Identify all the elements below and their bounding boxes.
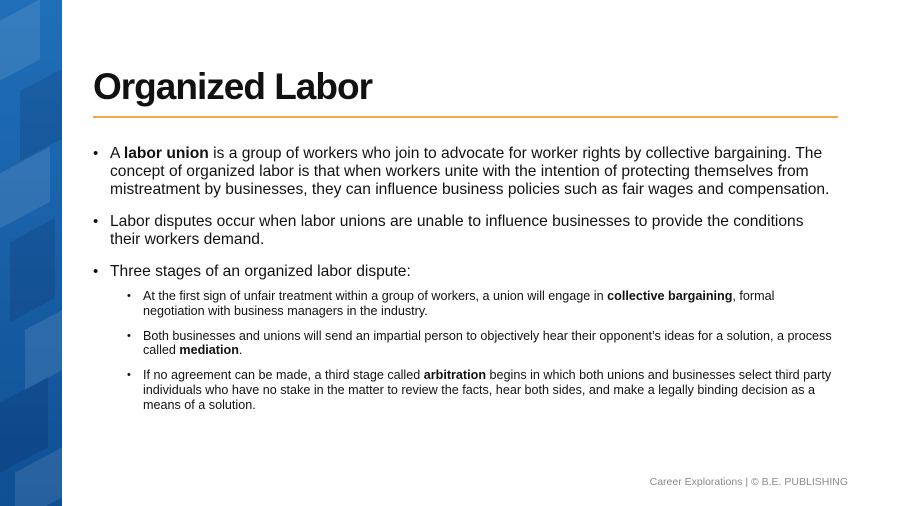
decorative-sidebar <box>0 0 62 506</box>
sidebar-tile <box>25 310 62 390</box>
sub-bullet-text-pre: If no agreement can be made, a third stage called <box>143 368 424 383</box>
bullet-dot: • <box>93 213 99 230</box>
bullet-term: labor union <box>123 145 209 162</box>
slide-content <box>93 145 833 423</box>
sub-bullet-text-pre: At the first sign of unfair treatment within a group of workers, a union will engage in <box>143 289 608 303</box>
bullet-dot: • <box>93 145 99 162</box>
page-title: Organized Labor <box>93 66 372 107</box>
sub-bullet-text-post: . <box>238 343 243 358</box>
sub-bullet-dot: • <box>127 290 131 302</box>
bullet-labor-union <box>93 145 833 199</box>
sub-bullet-term: arbitration <box>423 368 487 383</box>
sub-bullet-dot: • <box>127 329 131 342</box>
sidebar-tile <box>0 0 40 81</box>
bullet-text: Three stages of an organized labor dispute: <box>110 263 411 280</box>
sub-bullet-dot: • <box>127 369 131 382</box>
sub-bullet-text-pre: Both businesses and unions will send an impartial person to objectively hear their opponent’s ideas for a solution, a process called <box>143 328 832 358</box>
sub-bullet-text-post: begins in which both unions and businesses select third party individuals who have no stake in the matter to review the facts, hear both sides, and make a legally binding decision as a means of a solution. <box>143 368 832 412</box>
sidebar-tile <box>0 147 50 229</box>
bullet-text-pre: A <box>110 145 124 162</box>
sub-bullet-text-post: , formal negotiation with business managers in the industry. <box>143 289 775 318</box>
sub-bullet-term: collective bargaining <box>607 289 733 303</box>
sub-bullet-list <box>93 289 833 413</box>
bullet-text-post: is a group of workers who join to advocate for worker rights by collective bargaining. The concept of organized labor is that when workers unite with the intention of protecting themselves from mistreatment by businesses, they can influence business policies such as fair wages and compensation. <box>110 145 830 198</box>
sub-bullet-arbitration <box>127 368 833 412</box>
bullet-text: Labor disputes occur when labor unions are unable to influence businesses to provide the conditions their workers demand. <box>110 213 804 248</box>
bullet-labor-disputes <box>93 213 833 249</box>
bullet-three-stages <box>93 263 833 281</box>
sidebar-tile <box>20 69 62 161</box>
sub-bullet-term: mediation <box>179 343 239 358</box>
sub-bullet-mediation <box>127 329 833 359</box>
title-divider <box>93 116 838 118</box>
footer-credit: Career Explorations | © B.E. PUBLISHING <box>649 476 848 488</box>
sidebar-tile <box>10 218 55 322</box>
bullet-dot: • <box>93 263 99 280</box>
sub-bullet-collective-bargaining <box>127 289 833 319</box>
